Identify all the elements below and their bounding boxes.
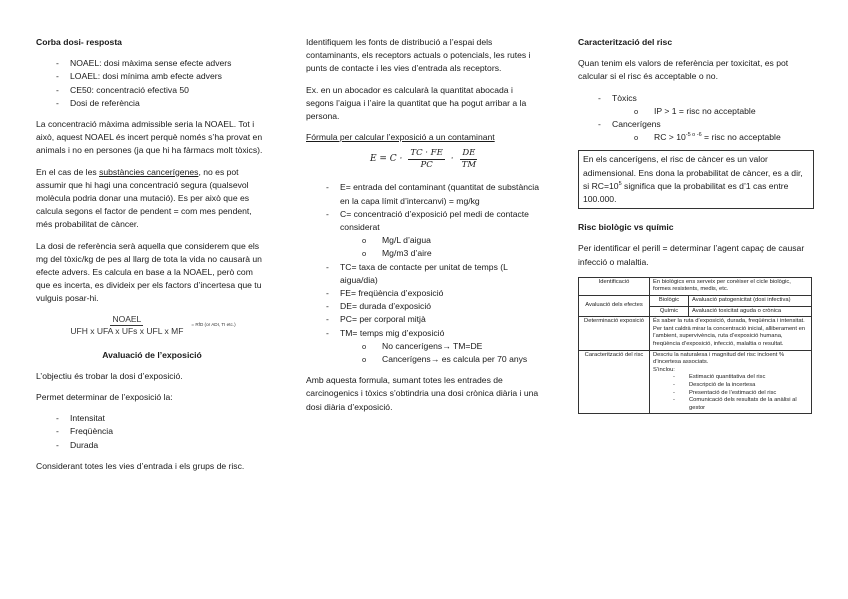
- risk-table: [578, 277, 812, 415]
- concentration-units-list: [340, 234, 542, 260]
- definitions-list: [36, 57, 268, 110]
- column-2: [306, 36, 542, 422]
- list-item: - Intensitat: [36, 412, 268, 425]
- characterization-items: [653, 374, 808, 412]
- list-item: o No cancerígens→ TM=DE: [340, 340, 542, 353]
- tm-list: [340, 340, 542, 366]
- formula-terms-list: [306, 181, 542, 366]
- list-item: - LOAEL: dosi mínima amb efecte advers: [36, 70, 268, 83]
- cancer-risk-note-box: En els cancerígens, el risc de càncer es un valor adimensional. Ens dona la probabilitat de càncer, es a dir, si $RC=10^5$ significa que la probabilitat es d’1 cas entre 100.000.: [578, 150, 814, 209]
- paragraph: Permet determinar de l’exposició la:: [36, 392, 173, 403]
- formula-numerator: TC · FE: [410, 148, 443, 159]
- paragraph: Ex. en un abocador es calcularà la quantitat abocada i segons l’aigua i l’aire la quantitat que ha pogut arribar a la persona.: [306, 84, 527, 122]
- list-item: - CE50: concentració efectiva 50: [36, 84, 268, 97]
- formula-lhs: E = C ·: [369, 154, 403, 165]
- table-cell: Químic: [650, 306, 689, 317]
- list-item: - Presentació de l’estimació del risc: [653, 390, 808, 398]
- paragraph: La dosi de referència serà aquella que considerem que els mg del tòxic/kg de pes al llarg de tota la vida no causarà un efecte advers. Es calcula en base a la NOAEL, però com que es incerta, es divideix per els factors d’incertesa que tu vulguis posar-hi.: [36, 240, 262, 304]
- underlined-term: substàncies cancerígenes: [99, 166, 199, 177]
- list-item: - Estimació quantitativa del risc: [653, 374, 808, 382]
- paragraph: La concentració màxima admissible seria la NOAEL. Tot i això, aquest NOAEL és incert perquè només s’ha provat en animals i no en persones (ja que hi ha fàrmacs molt tòxics).: [36, 119, 263, 156]
- formula-denominator: TM: [461, 160, 477, 171]
- formula-numerator: DE: [462, 148, 476, 159]
- list-item: o Mg/m3 d’aire: [340, 247, 542, 260]
- list-item: - C= concentració d’exposició pel medi de contacte considerat o Mg/L d’aigua o Mg/m3 d’aire: [306, 208, 542, 261]
- formula-title: Fórmula per calcular l’exposició a un contaminant: [306, 132, 495, 143]
- exposure-params-list: [36, 412, 268, 452]
- exposure-formula: [306, 148, 542, 171]
- section-title-dose-response: Corba dosi- resposta: [36, 37, 122, 47]
- list-item: - PC= per corporal mitjà: [306, 313, 542, 326]
- paragraph: Quan tenim els valors de referència per toxicitat, es pot calcular si el risc és acceptable o no.: [578, 58, 789, 82]
- table-row: [579, 317, 812, 350]
- table-row-label: Determinació exposició: [579, 317, 650, 350]
- table-cell: Avaluació toxicitat aguda o crònica: [689, 306, 812, 317]
- list-item: - TC= taxa de contacte per unitat de temps (L aigua/dia): [306, 261, 542, 287]
- paragraph: Identifiquem les fonts de distribució a l’espai dels contaminants, els receptors actuals o potencials, les rutes i punts de contacte i les vies d’entrada als receptors.: [306, 37, 531, 74]
- formula-denominator: UFH x UFA x UFs x UFL x MF: [70, 325, 184, 336]
- table-row-label: Avaluació dels efectes: [579, 296, 650, 317]
- formula-dot: ·: [450, 154, 454, 165]
- section-title-exposure: Avaluació de l’exposició: [102, 349, 202, 360]
- list-item: - DE= durada d’exposició: [306, 300, 542, 313]
- risk-criteria-list: [578, 92, 814, 145]
- formula-denominator: PC: [420, 160, 433, 171]
- list-item: - NOAEL: dosi màxima sense efecte advers: [36, 57, 268, 70]
- list-item: - Comunicació dels resultats de la anàlisi al gestor: [653, 397, 808, 412]
- list-item: - Tòxics o IP > 1 = risc no acceptable: [578, 92, 814, 118]
- paragraph: Amb aquesta formula, sumant totes les entrades de carcinogenics i tòxics s’obtindria una dosi crònica diària i una dosi diària d’exposició.: [306, 375, 539, 412]
- table-cell: En biològics ens serveix per conèixer el cicle biològic, formes resistents, medis, etc.: [650, 277, 812, 295]
- list-item: - Durada: [36, 439, 268, 452]
- paragraph: Per identificar el perill = determinar l’agent capaç de causar infecció o malaltia.: [578, 243, 805, 267]
- section-title-bio-vs-chem: Risc biològic vs químic: [578, 222, 674, 233]
- table-row-label: Identificació: [579, 277, 650, 295]
- rfd-formula: [36, 314, 268, 337]
- paragraph: L’objectiu és trobar la dosi d’exposició.: [36, 370, 183, 381]
- list-item: o Mg/L d’aigua: [340, 234, 542, 247]
- section-title-risk-characterization: Caracterització del risc: [578, 37, 673, 47]
- list-item: o Cancerígens→ es calcula per 70 anys: [340, 353, 542, 366]
- table-cell: Descriu la naturalesa i magnitud del risc incloent % d’incertesa associats. S’inclou: - Estimació quantitativa del risc - Descripció de la incertesa - Presentació de l’estimació del risc - Comunicació dels resultats de la anàlisi al gestor: [650, 350, 812, 414]
- list-item: o RC > $10^{-5 o -6}$ = risc no acceptable: [612, 131, 814, 144]
- table-row: [579, 350, 812, 414]
- list-item: - FE= freqüència d’exposició: [306, 287, 542, 300]
- table-row: [579, 296, 812, 307]
- table-row-label: Caracterització del risc: [579, 350, 650, 414]
- column-3: [578, 36, 814, 414]
- list-item: - Descripció de la incertesa: [653, 382, 808, 390]
- list-item: - Freqüència: [36, 425, 268, 438]
- list-item: - Dosi de referència: [36, 97, 268, 110]
- list-item: o IP > 1 = risc no acceptable: [612, 105, 814, 118]
- paragraph: En el cas de les substàncies cancerígenes, no es pot assumir que hi hagi una concentració segura (qualsevol molècula podria donar una mutació). Es per això que es calcula segons el factor de pendent = com mes pendent, més probabilitat de càncer.: [36, 166, 252, 230]
- table-cell: Avaluació patogenicitat (dosi infectiva): [689, 296, 812, 307]
- table-cell: Biològic: [650, 296, 689, 307]
- list-item: - Cancerígens o RC > $10^{-5 o -6}$ = risc no acceptable: [578, 118, 814, 144]
- table-cell: És saber la ruta d’exposició, durada, freqüència i intensitat. Per tant caldrà mirar la concentració inicial, alliberament en l’ambient, supervivència, ruta d’exposició humana, freqüència d’exposició, infecció, malaltia o resultat.: [650, 317, 812, 350]
- list-item: - TM= temps mig d’exposició o No cancerígens→ TM=DE o Cancerígens→ es calcula per 70 anys: [306, 327, 542, 367]
- formula-result: = RfD (or ADI, TI etc.): [191, 322, 236, 328]
- column-1: [36, 36, 268, 481]
- paragraph: Considerant totes les vies d’entrada i els grups de risc.: [36, 460, 245, 471]
- list-item: - E= entrada del contaminant (quantitat de substància en la capa límit d’intercanvi) = mg/kg: [306, 181, 542, 207]
- formula-numerator: NOAEL: [112, 313, 142, 324]
- table-row: [579, 277, 812, 295]
